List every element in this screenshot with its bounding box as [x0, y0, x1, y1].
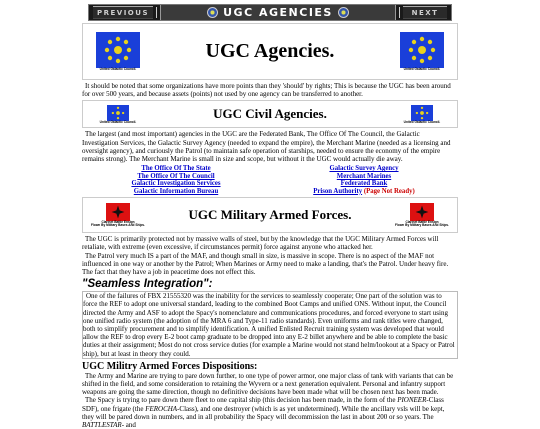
- flag-caption: United Galactic Council.: [403, 119, 441, 124]
- page-banner: [160, 5, 396, 20]
- ugc-flag-right-small: [387, 105, 457, 125]
- dispositions-paragraph-2: The Spacy is trying to pare down there fleet to one capital ship (this decision has been made, in the form of the PIONEER-Class SDF), one frigate (the FEROCHA-Class), and one destroyer (which is as yet undetermined). While the ancillary vsls will be kept, they will be pared down in numbers, and in all probability the Spacy will decommission the last in about 200 or so years. The BATTLESTAR- and: [82, 396, 445, 429]
- section-title: UGC Military Armed Forces.: [188, 207, 352, 223]
- top-nav-bar: [88, 4, 452, 21]
- intro-paragraph: It should be noted that some organizations have more points than they 'should' by rights; This is because the UGC has been around for over 500 years, and because assets (points) not used by one agency can be transferred to another.: [82, 82, 451, 99]
- link-galactic-survey-agency[interactable]: Galactic Survey Agency: [329, 165, 399, 173]
- nav-separator: [399, 7, 400, 18]
- flag-caption: United Galactic Council.: [403, 66, 441, 71]
- military-header: [82, 197, 458, 233]
- civil-paragraph: The largest (and most important) agencies in the UGC are the Federated Bank, The Office Of The Council, the Galactic Investigation Services, the Galactic Survey Agency (needed to expand the empire), the Merchant Marine (needed as a licensing and oversight agency), and curiously the Patrol (to maintain safe operation of starships, needed to ensure the economy of the empire remains strong). The Merchant Marine is small in size and scope, but without it the UGC would actually die away.: [82, 130, 451, 164]
- ugc-emblem-icon: [207, 7, 218, 18]
- ugc-flag-icon: [107, 105, 129, 121]
- ensign-caption-2: Flown By Military Bases And Ships.: [91, 223, 145, 228]
- military-paragraph-1: The UGC is primarily protected not by massive walls of steel, but by the knowledge that the UGC Military Armed Forces will retaliate, with extreme (even excessive, if circumstances permit) force against anyone who attacked her.: [82, 235, 439, 252]
- ugc-flag-left-small: [83, 105, 153, 125]
- page-content: [82, 23, 540, 429]
- dispositions-heading: UGC Militry Armed Forces Dispositions:: [82, 360, 258, 372]
- civil-agencies-header: [82, 100, 458, 128]
- link-merchant-marines[interactable]: Merchant Marines: [336, 172, 392, 180]
- banner-title: UGC AGENCIES: [223, 6, 333, 19]
- ensign-caption-1: Clarinet Battle Ensign: [101, 219, 135, 224]
- link-office-of-the-state[interactable]: The Office Of The State: [141, 165, 211, 173]
- battle-ensign-right: [387, 203, 457, 228]
- battle-ensign-left: [83, 203, 153, 228]
- link-galactic-information-bureau[interactable]: Galactic Information Bureau: [133, 187, 219, 195]
- link-galactic-investigation-services[interactable]: Galactic Investigation Services: [131, 180, 221, 188]
- previous-button[interactable]: PREVIOUS: [93, 6, 153, 19]
- link-prison-authority[interactable]: Prison Authority: [313, 187, 363, 195]
- ugc-flag-icon: [400, 32, 444, 68]
- ugc-flag-icon: [411, 105, 433, 121]
- agencies-header: [82, 23, 458, 80]
- ugc-flag-left: [83, 32, 153, 72]
- next-button[interactable]: NEXT: [403, 6, 447, 19]
- ugc-emblem-icon: [338, 7, 349, 18]
- ensign-caption-2: Flown By Military Bases And Ships.: [395, 223, 449, 228]
- not-ready-note: (Page Not Ready): [363, 187, 415, 195]
- agency-links-table: [82, 165, 458, 195]
- nav-separator: [156, 7, 157, 18]
- battle-ensign-icon: [410, 203, 434, 221]
- section-title: UGC Civil Agencies.: [213, 106, 327, 122]
- seamless-integration-heading: "Seamless Integration":: [82, 278, 213, 291]
- ensign-caption-1: Clarinet Battle Ensign: [405, 219, 439, 224]
- military-paragraph-2: The Patrol very much IS a part of the MAF, and though small in size, is massive in scope. There is no aspect of the MAF not influenced in one way or another by the Patrol; When Marines or Army need to make a landing, that's the Patrol. Under heavy fire. The fact that they have a job in peacetime does not effect this.: [82, 251, 449, 277]
- dispositions-paragraph-1: The Army and Marine are trying to pare down further, to one type of power armor, one major class of tank with variants that can be shifted in the field, and some consideration to retaining the Wyvern or a next generation equivalent. Personal and infantry support weapons are going the same direction, though no definitive decisions have been made what will be chosen next has been made.: [82, 371, 454, 397]
- ugc-flag-right: [387, 32, 457, 72]
- flag-caption: United Galactic Council.: [99, 66, 137, 71]
- seamless-integration-paragraph: One of the failures of FBX 21555320 was the inability for the services to seamlessly cooperate; One part of the solution was to force the REF to adopt one universal standard, leading to the combined Boot Camps and unified ONS. Without input, the Council directed the Army and ASF to adopt the Spacy's nomenclature and communications procedures, and forced everyone to start using one unified radio system (the adoption of the MRA 6 and Type-11 radio standards). Even uniforms and rank titles were changed, both to simplify procurement and to simplify identification. A unified Enlisted Recruit training system was developed that would allow the REF to drop every E-2 boot camp graduate to be dropped into any E-2 billet anywhere and be able to complete the basic duties at their assignment; Most do not cross service duties (for example a Marine would not stand helm/lookout at a Spacy or Patrol ship), but at least in theory they could.: [82, 291, 458, 359]
- battle-ensign-icon: [106, 203, 130, 221]
- flag-caption: United Galactic Council.: [99, 119, 137, 124]
- ugc-flag-icon: [96, 32, 140, 68]
- link-office-of-the-council[interactable]: The Office Of The Council: [137, 172, 215, 180]
- page-title: UGC Agencies.: [205, 40, 335, 63]
- link-federated-bank[interactable]: Federated Bank: [340, 180, 388, 188]
